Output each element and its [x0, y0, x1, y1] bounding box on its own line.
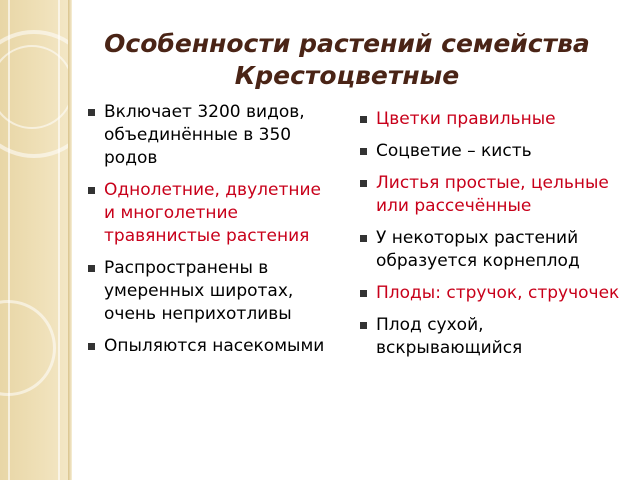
list-item — [88, 257, 328, 326]
strip-edge — [68, 0, 72, 480]
list-item — [88, 335, 328, 358]
square-bullet-icon — [360, 322, 367, 329]
square-bullet-icon — [88, 343, 95, 350]
list-item-text: Цветки правильные — [376, 109, 556, 129]
square-bullet-icon — [360, 290, 367, 297]
decorative-line — [58, 0, 60, 480]
list-item-text: Однолетние, двулетние и многолетние травянистые растения — [104, 180, 321, 246]
square-bullet-icon — [360, 148, 367, 155]
square-bullet-icon — [360, 116, 367, 123]
square-bullet-icon — [88, 109, 95, 116]
decorative-line — [8, 0, 10, 480]
list-item-text: Распространены в умеренных широтах, очень неприхотливы — [104, 258, 294, 324]
list-item-text: Опыляются насекомыми — [104, 336, 325, 356]
left-bullet-list — [88, 101, 328, 367]
square-bullet-icon — [360, 180, 367, 187]
list-item — [360, 108, 625, 131]
list-item — [360, 227, 625, 273]
list-item-text: Включает 3200 видов, объединённые в 350 родов — [104, 102, 305, 168]
list-item-text: Соцветие – кисть — [376, 141, 532, 161]
list-item — [88, 179, 328, 248]
list-item — [360, 314, 625, 360]
square-bullet-icon — [88, 187, 95, 194]
right-bullet-list — [360, 108, 625, 369]
list-item-text: Листья простые, цельные или рассечённые — [376, 173, 609, 216]
list-item-text: У некоторых растений образуется корнеплод — [376, 228, 580, 271]
slide-title: Особенности растений семейства Крестоцветные — [104, 29, 590, 90]
list-item-text: Плоды: стручок, стручочек — [376, 283, 620, 303]
list-item — [360, 282, 625, 305]
square-bullet-icon — [88, 265, 95, 272]
list-item — [360, 140, 625, 163]
list-item-text: Плод сухой, вскрывающийся — [376, 315, 523, 358]
list-item — [88, 101, 328, 170]
square-bullet-icon — [360, 235, 367, 242]
list-item — [360, 172, 625, 218]
decorative-side-strip — [0, 0, 70, 480]
